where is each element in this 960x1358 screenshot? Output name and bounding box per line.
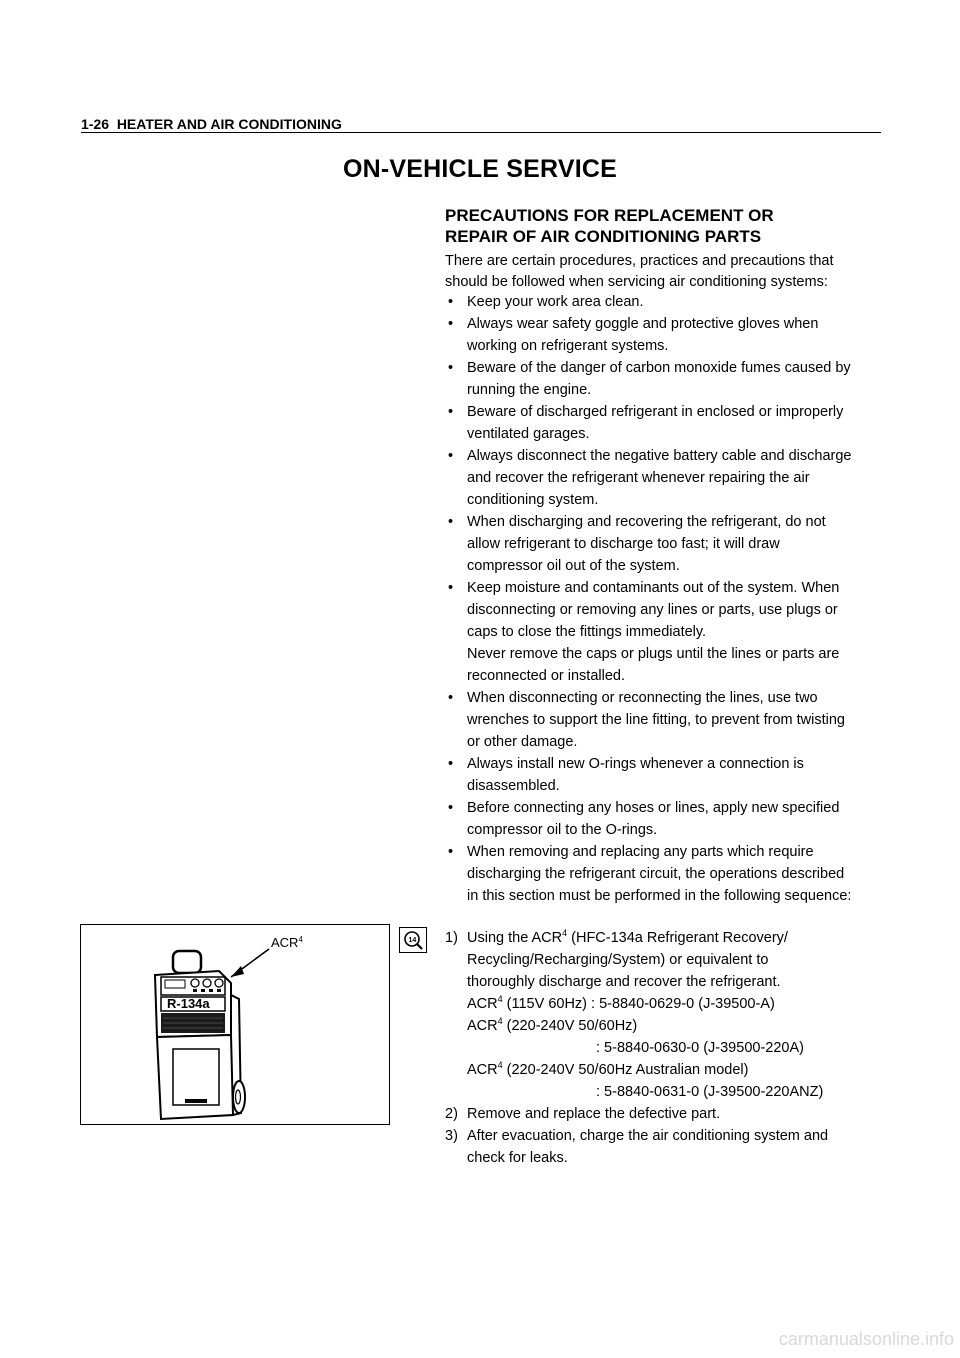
acr4-callout: ACR$^4$ xyxy=(271,935,303,950)
precaution-line: ventilated garages. xyxy=(467,426,590,442)
precaution-item xyxy=(445,445,885,511)
precaution-line: Always install new O-rings whenever a connection is xyxy=(467,756,804,772)
step-number: 3) xyxy=(445,1128,458,1144)
step-line: thoroughly discharge and recover the refrigerant. xyxy=(467,974,781,990)
svg-text:14: 14 xyxy=(408,937,417,944)
section-name: HEATER AND AIR CONDITIONING xyxy=(116,116,342,132)
precaution-item xyxy=(445,357,885,401)
magnifier-reference-icon xyxy=(399,927,427,953)
precaution-line: Always wear safety goggle and protective gloves when xyxy=(467,316,819,332)
part-number-line: : 5-8840-0630-0 (J-39500-220A) xyxy=(596,1040,804,1056)
step-line: check for leaks. xyxy=(467,1150,568,1166)
section-title xyxy=(445,205,885,247)
precaution-line: Always disconnect the negative battery cable and discharge xyxy=(467,448,852,464)
precaution-line: and recover the refrigerant whenever repairing the air xyxy=(467,470,810,486)
part-number-line: ACR$^4$ (220-240V 50/60Hz Australian model) xyxy=(467,1060,749,1078)
section-title-line: REPAIR OF AIR CONDITIONING PARTS xyxy=(445,227,762,246)
procedure-step xyxy=(445,927,885,1103)
bullet-glyph: • xyxy=(448,448,454,464)
bullet-glyph: • xyxy=(448,404,454,420)
step-line: After evacuation, charge the air conditioning system and xyxy=(467,1128,829,1144)
bullet-glyph: • xyxy=(448,800,454,816)
precaution-item xyxy=(445,797,885,841)
precaution-item xyxy=(445,753,885,797)
precaution-line: in this section must be performed in the following sequence: xyxy=(467,888,852,904)
precaution-line: allow refrigerant to discharge too fast; it will draw xyxy=(467,536,780,552)
bullet-glyph: • xyxy=(448,360,454,376)
precaution-line: Before connecting any hoses or lines, apply new specified xyxy=(467,800,840,816)
precaution-item xyxy=(445,687,885,753)
intro-paragraph xyxy=(445,251,885,293)
page-number: 1-26 xyxy=(81,116,110,132)
precaution-line: discharging the refrigerant circuit, the operations described xyxy=(467,866,845,882)
unit-label: R-134a xyxy=(167,996,210,1011)
precaution-line: working on refrigerant systems. xyxy=(467,338,669,354)
bullet-glyph: • xyxy=(448,316,454,332)
bullet-glyph: • xyxy=(448,580,454,596)
acr4-figure xyxy=(80,924,390,1125)
precaution-line: When discharging and recovering the refrigerant, do not xyxy=(467,514,826,530)
bullet-glyph: • xyxy=(448,294,454,310)
precaution-line: or other damage. xyxy=(467,734,578,750)
precaution-line: Keep your work area clean. xyxy=(467,294,644,310)
precaution-item xyxy=(445,401,885,445)
bullet-glyph: • xyxy=(448,844,454,860)
precaution-line: running the engine. xyxy=(467,382,592,398)
precaution-item xyxy=(445,577,885,687)
precaution-line: When disconnecting or reconnecting the lines, use two xyxy=(467,690,818,706)
procedure-step xyxy=(445,1103,885,1125)
step-number: 1) xyxy=(445,930,458,946)
precaution-line: Beware of discharged refrigerant in enclosed or improperly xyxy=(467,404,844,420)
precaution-line: caps to close the fittings immediately. xyxy=(467,624,707,640)
step-number: 2) xyxy=(445,1106,458,1122)
precaution-item xyxy=(445,511,885,577)
bullet-glyph: • xyxy=(448,690,454,706)
precaution-line: Beware of the danger of carbon monoxide fumes caused by xyxy=(467,360,851,376)
precaution-item xyxy=(445,291,885,313)
intro-line: There are certain procedures, practices and precautions that xyxy=(445,253,834,269)
running-header xyxy=(81,115,881,133)
header-rule xyxy=(81,132,881,133)
step-line: Remove and replace the defective part. xyxy=(467,1106,721,1122)
intro-line: should be followed when servicing air conditioning systems: xyxy=(445,274,828,290)
precaution-line: conditioning system. xyxy=(467,492,599,508)
precautions-list xyxy=(445,291,885,907)
step-line: Using the ACR$^4$ (HFC-134a Refrigerant Recovery/ xyxy=(467,928,788,946)
step-line: Recycling/Recharging/System) or equivalent to xyxy=(467,952,769,968)
procedure-step xyxy=(445,1125,885,1169)
part-number-line: ACR$^4$ (115V 60Hz) : 5-8840-0629-0 (J-39500-A) xyxy=(467,994,775,1012)
precaution-line: compressor oil out of the system. xyxy=(467,558,680,574)
bullet-glyph: • xyxy=(448,514,454,530)
acr4-unit-illustration xyxy=(81,925,390,1125)
precaution-line: disassembled. xyxy=(467,778,560,794)
precaution-line: wrenches to support the line fitting, to prevent from twisting xyxy=(467,712,845,728)
precaution-line: Keep moisture and contaminants out of the system. When xyxy=(467,580,840,596)
precaution-line: disconnecting or removing any lines or parts, use plugs or xyxy=(467,602,838,618)
precaution-item xyxy=(445,313,885,357)
precaution-line: When removing and replacing any parts which require xyxy=(467,844,814,860)
precaution-line: reconnected or installed. xyxy=(467,668,625,684)
precaution-item xyxy=(445,841,885,907)
bullet-glyph: • xyxy=(448,756,454,772)
page-title: ON-VEHICLE SERVICE xyxy=(342,155,618,183)
procedure-steps xyxy=(445,927,885,1169)
watermark: carmanualsonline.info xyxy=(778,1329,954,1349)
part-number-line: : 5-8840-0631-0 (J-39500-220ANZ) xyxy=(596,1084,824,1100)
section-title-line: PRECAUTIONS FOR REPLACEMENT OR xyxy=(445,206,774,225)
precaution-line: compressor oil to the O-rings. xyxy=(467,822,658,838)
part-number-line: ACR$^4$ (220-240V 50/60Hz) xyxy=(467,1016,638,1034)
precaution-line: Never remove the caps or plugs until the lines or parts are xyxy=(467,646,840,662)
